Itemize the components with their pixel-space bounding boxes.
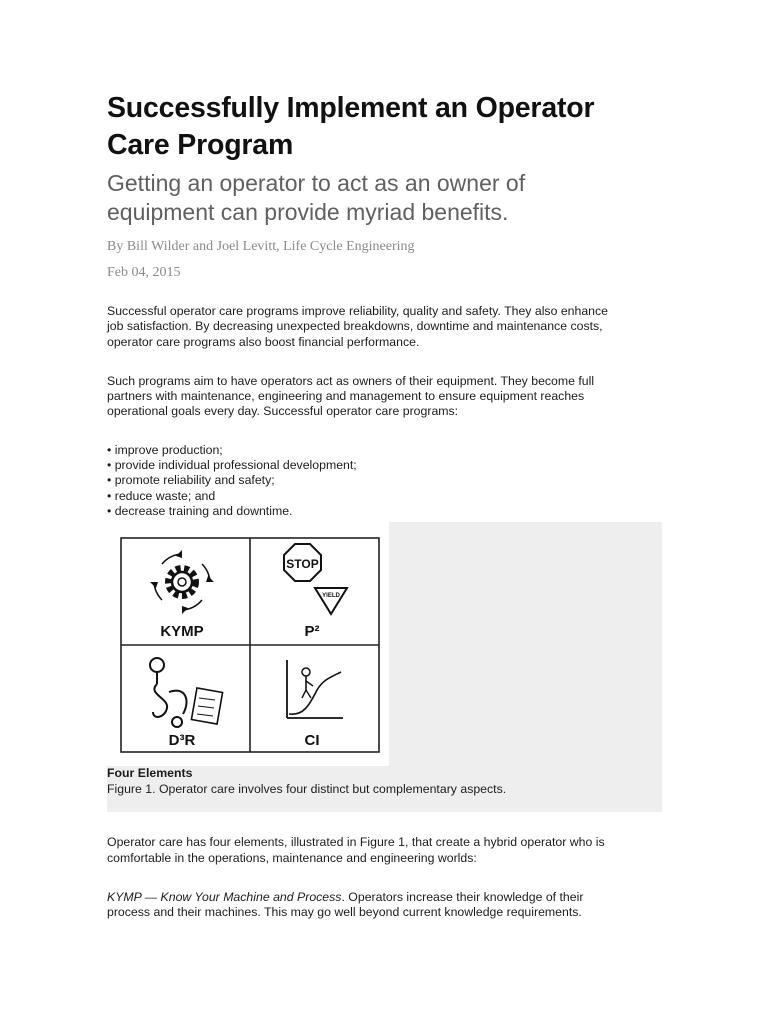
- paragraph-1: [107, 304, 667, 350]
- figure-caption-title: Four Elements: [107, 766, 193, 781]
- four-elements-figure: [107, 522, 389, 766]
- cell-label-kymp: KYMP: [160, 623, 204, 641]
- cell-label-p2: P²: [304, 623, 320, 641]
- paragraph-2: [107, 374, 667, 420]
- paragraph-line: job satisfaction. By decreasing unexpected breakdowns, downtime and maintenance costs,: [107, 319, 603, 334]
- list-item: • promote reliability and safety;: [107, 473, 275, 488]
- publish-date: Feb 04, 2015: [107, 265, 181, 280]
- subtitle-line-1: Getting an operator to act as an owner of: [107, 170, 526, 196]
- paragraph-line: Successful operator care programs improve reliability, quality and safety. They also enhance: [107, 304, 609, 318]
- paragraph-line: operator care programs also boost financial performance.: [107, 334, 420, 349]
- figure-1: [107, 522, 662, 812]
- paragraph-line: partners with maintenance, engineering and management to ensure equipment reaches: [107, 389, 585, 404]
- paragraph-line: . Operators increase their knowledge of their: [341, 889, 584, 904]
- paragraph-line: operational goals every day. Successful operator care programs:: [107, 404, 459, 419]
- paragraph-line: process and their machines. This may go well beyond current knowledge requirements.: [107, 905, 582, 920]
- cell-label-d3r: D³R: [168, 732, 196, 750]
- title-line-2: Care Program: [107, 129, 294, 161]
- list-item: • decrease training and downtime.: [107, 503, 293, 518]
- four-elements-illustration: [107, 522, 389, 766]
- paragraph-line: comfortable in the operations, maintenance and engineering worlds:: [107, 850, 477, 865]
- paragraph-line: Operator care has four elements, illustrated in Figure 1, that create a hybrid operator who is: [107, 835, 605, 850]
- yield-sign-text: YIELD: [322, 593, 340, 600]
- kymp-term: KYMP — Know Your Machine and Process: [107, 889, 342, 904]
- article: [107, 90, 667, 920]
- cell-label-ci: CI: [304, 732, 320, 750]
- paragraph-4: [107, 890, 667, 921]
- subtitle-line-2: equipment can provide myriad benefits.: [107, 199, 509, 225]
- paragraph-3: [107, 835, 667, 866]
- paragraph-line: Such programs aim to have operators act as owners of their equipment. They become full: [107, 373, 595, 388]
- article-subtitle: [107, 169, 667, 227]
- checklist-icon: [191, 688, 222, 724]
- list-item: • improve production;: [107, 442, 223, 457]
- list-item: • reduce waste; and: [107, 488, 216, 503]
- byline: By Bill Wilder and Joel Levitt, Life Cycle Engineering: [107, 239, 415, 254]
- list-item: • provide individual professional development;: [107, 458, 357, 473]
- title-line-1: Successfully Implement an Operator: [107, 92, 595, 124]
- stop-sign-text: STOP: [286, 557, 319, 572]
- article-title: [107, 90, 667, 164]
- benefits-list: [107, 443, 667, 519]
- figure-caption: Figure 1. Operator care involves four distinct but complementary aspects.: [107, 782, 507, 797]
- stop-sign-icon: [284, 544, 321, 581]
